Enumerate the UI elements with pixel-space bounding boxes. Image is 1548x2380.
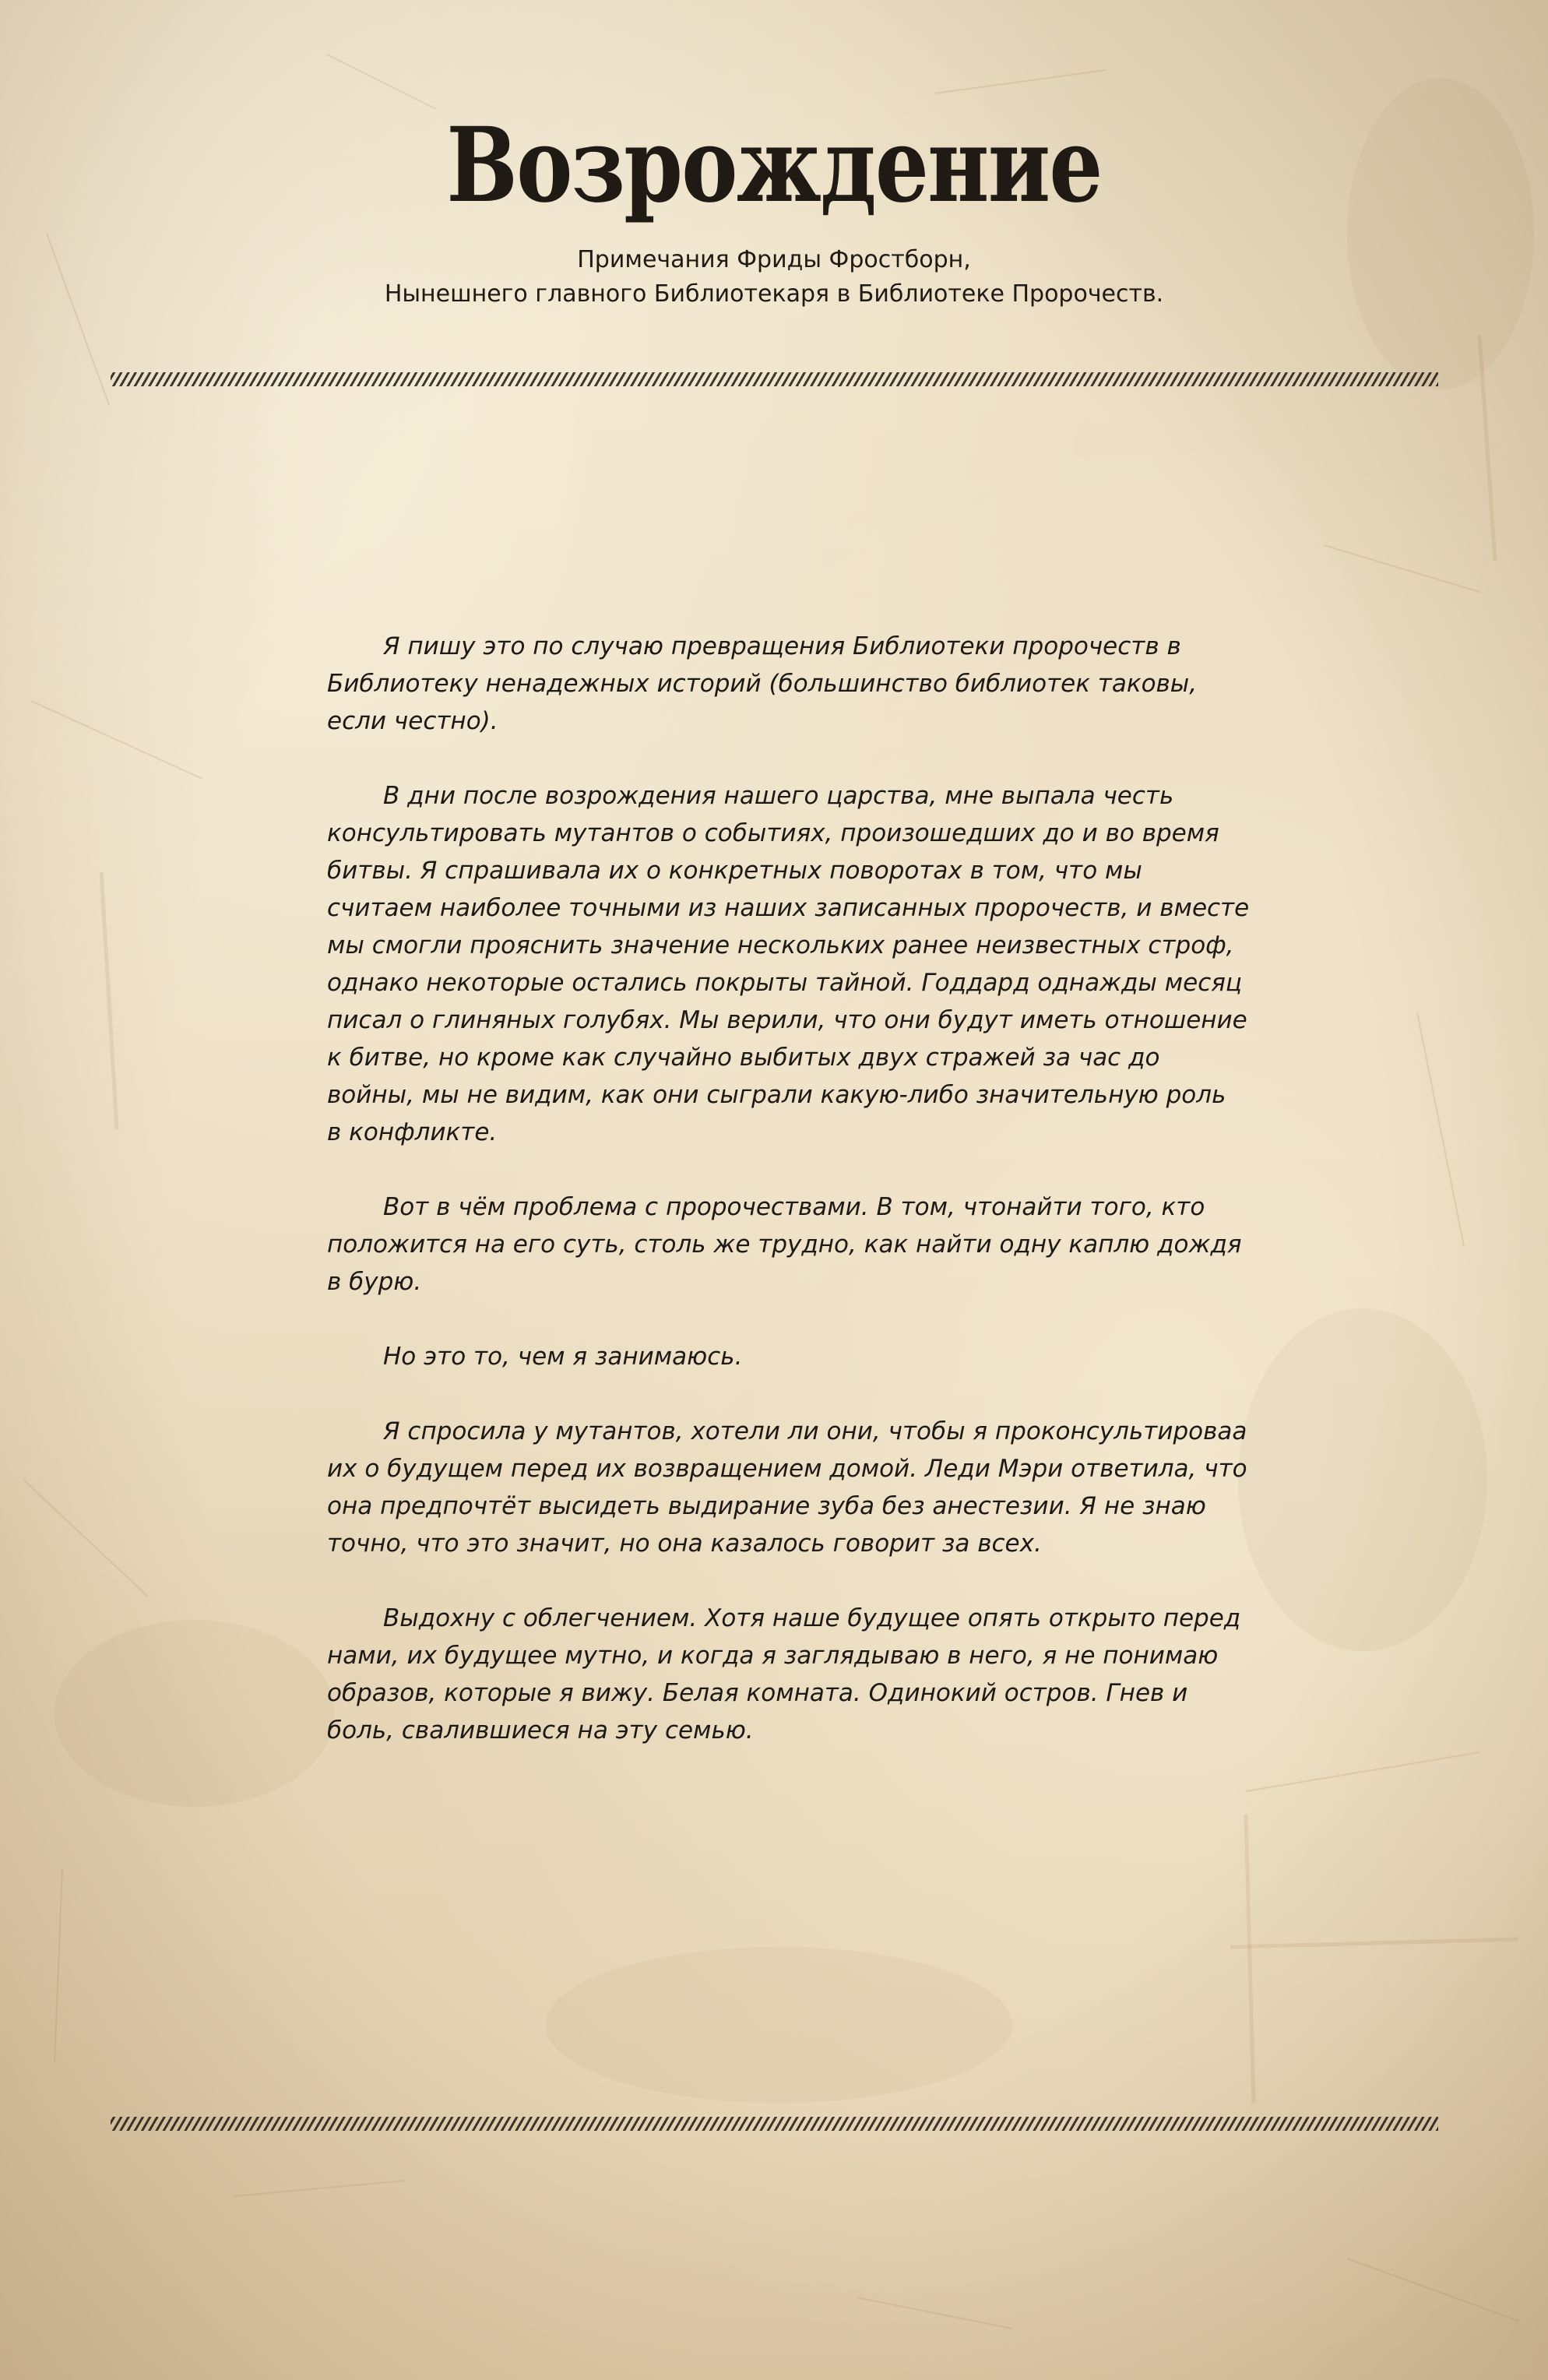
text-line: битвы. Я спрашивала их о конкретных поворотах в том, что мы xyxy=(327,857,1142,885)
text-line: боль, свалившиеся на эту семью. xyxy=(327,1716,754,1745)
text-line: если честно). xyxy=(327,707,498,735)
text-line: образов, которые я вижу. Белая комната. Одинокий остров. Гнев и xyxy=(327,1679,1188,1707)
text-line: их о будущем перед их возвращением домой. Леди Мэри ответила, что xyxy=(327,1455,1247,1483)
paragraph xyxy=(271,1413,1283,1562)
text-line: Но это то, чем я занимаюсь. xyxy=(383,1343,743,1371)
text-line: В дни после возрождения нашего царства, мне выпала честь xyxy=(383,782,1174,810)
text-line: она предпочтёт высидеть выдирание зуба без анестезии. Я не знаю xyxy=(327,1492,1206,1520)
text-line: мы смогли прояснить значение нескольких ранее неизвестных строф, xyxy=(327,931,1234,959)
text-line: консультировать мутантов о событиях, произошедших до и во время xyxy=(327,819,1219,847)
text-line: к битве, но кроме как случайно выбитых двух стражей за час до xyxy=(327,1044,1160,1072)
paragraph xyxy=(271,1338,1283,1375)
text-line: однако некоторые остались покрыты тайной. Годдард однажды месяц xyxy=(327,969,1243,997)
text-line: войны, мы не видим, как они сыграли какую-либо значительную роль xyxy=(327,1081,1226,1109)
text-line: Я пишу это по случаю превращения Библиотеки пророчеств в xyxy=(383,632,1181,660)
bottom-hatched-divider xyxy=(111,2117,1438,2131)
subtitle-line: Нынешнего главного Библиотекаря в Библиотеке Пророчеств. xyxy=(384,280,1164,308)
paragraph xyxy=(271,1600,1283,1749)
text-line: положится на его суть, столь же трудно, как найти одну каплю дождя xyxy=(327,1230,1242,1259)
text-line: точно, что это значит, но она казалось говорит за всех. xyxy=(327,1530,1042,1558)
text-line: Вот в чём проблема с пророчествами. В том, чтонайти того, кто xyxy=(383,1193,1205,1221)
subtitle-line: Примечания Фриды Фростборн, xyxy=(577,246,971,273)
text-line: в бурю. xyxy=(327,1268,422,1296)
text-line: писал о глиняных голубях. Мы верили, что они будут иметь отношение xyxy=(327,1006,1247,1034)
page-subtitle xyxy=(0,243,1548,312)
top-hatched-divider xyxy=(111,372,1438,386)
text-line: нами, их будущее мутно, и когда я заглядываю в него, я не понимаю xyxy=(327,1642,1219,1670)
text-line: считаем наиболее точными из наших записанных пророчеств, и вместе xyxy=(327,894,1250,922)
text-line: Я спросила у мутантов, хотели ли они, чтобы я проконсультироваа xyxy=(383,1417,1247,1445)
paragraph xyxy=(271,777,1283,1151)
body-text xyxy=(271,628,1283,1787)
text-line: Выдохну с облегчением. Хотя наше будущее опять открыто перед xyxy=(383,1604,1241,1632)
text-line: Библиотеку ненадежных историй (большинство библиотек таковы, xyxy=(327,670,1198,698)
paragraph xyxy=(271,1188,1283,1301)
page-title: Возрождение xyxy=(446,105,1102,226)
text-line: в конфликте. xyxy=(327,1118,498,1146)
paragraph xyxy=(271,628,1283,740)
